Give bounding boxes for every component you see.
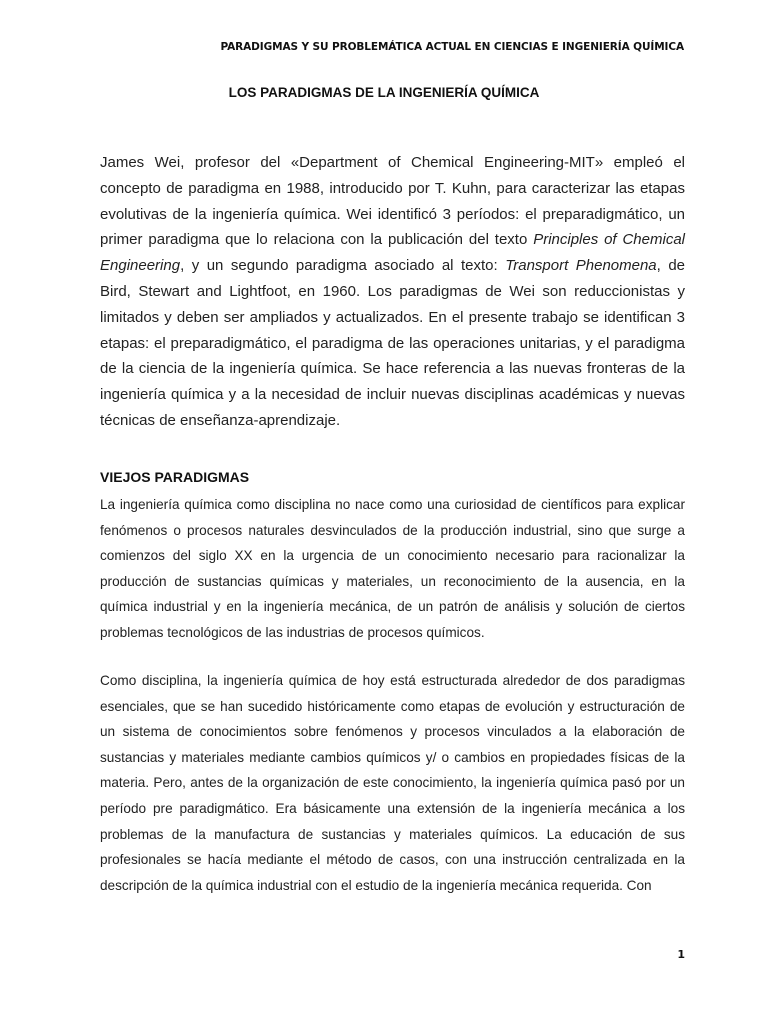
intro-paragraph xyxy=(100,150,685,434)
book-title-principles: Principles of Chemical Engineering xyxy=(100,231,685,275)
running-header: PARADIGMAS Y SU PROBLEMÁTICA ACTUAL EN CIENCIAS E INGENIERÍA QUÍMICA xyxy=(220,41,684,53)
intro-text-part-3: , de Bird, Stewart and Lightfoot, en 1960. Los paradigmas de Wei son reduccionistas y limitados y deben ser ampliados y actualizados. En el presente trabajo se identifican 3 etapas: el preparadigmático, el paradigma de las operaciones unitarias, y el paradigma de la ciencia de la ingeniería química. Se hace referencia a las nuevas fronteras de la ingeniería química y a la necesidad de incluir nuevas disciplinas académicas y nuevas técnicas de enseñanza-aprendizaje. xyxy=(100,257,685,429)
intro-text-part-2: , y un segundo paradigma asociado al texto: xyxy=(180,257,506,275)
body-paragraph-1: La ingeniería química como disciplina no nace como una curiosidad de científicos para explicar fenómenos o procesos naturales desvinculados de la producción industrial, sino que surge a comienzos del siglo XX en la urgencia de un conocimiento necesario para racionalizar la producción de sustancias químicas y materiales, un reconocimiento de la ausencia, en la química industrial y en la ingeniería mecánica, de un patrón de análisis y solución de ciertos problemas tecnológicos de las industrias de procesos químicos. xyxy=(100,497,685,640)
page-title: LOS PARADIGMAS DE LA INGENIERÍA QUÍMICA xyxy=(228,85,540,100)
page-number: 1 xyxy=(677,948,685,961)
intro-text-part-1: James Wei, profesor del «Department of Chemical Engineering-MIT» empleó el concepto de paradigma en 1988, introducido por T. Kuhn, para caracterizar las etapas evolutivas de la ingeniería química. Wei identificó 3 períodos: el preparadigmático, un primer paradigma que lo relaciona con la publicación del texto xyxy=(100,154,685,249)
section-heading: VIEJOS PARADIGMAS xyxy=(100,469,250,485)
book-title-transport: Transport Phenomena xyxy=(505,257,657,275)
body-paragraph-2: Como disciplina, la ingeniería química de hoy está estructurada alrededor de dos paradigmas esenciales, que se han sucedido históricamente como etapas de evolución y estructuración de un sistema de conocimientos sobre fenómenos y procesos vinculados a la elaboración de sustancias y materiales mediante cambios químicos y/ o cambios en propiedades físicas de la materia. Pero, antes de la organización de este conocimiento, la ingeniería química pasó por un período pre paradigmático. Era básicamente una extensión de la ingeniería mecánica a los problemas de la manufactura de sustancias y materiales químicos. La educación de sus profesionales se hacía mediante el método de casos, con una instrucción centralizada en la descripción de la química industrial con el estudio de la ingeniería mecánica requerida. Con xyxy=(100,673,685,893)
